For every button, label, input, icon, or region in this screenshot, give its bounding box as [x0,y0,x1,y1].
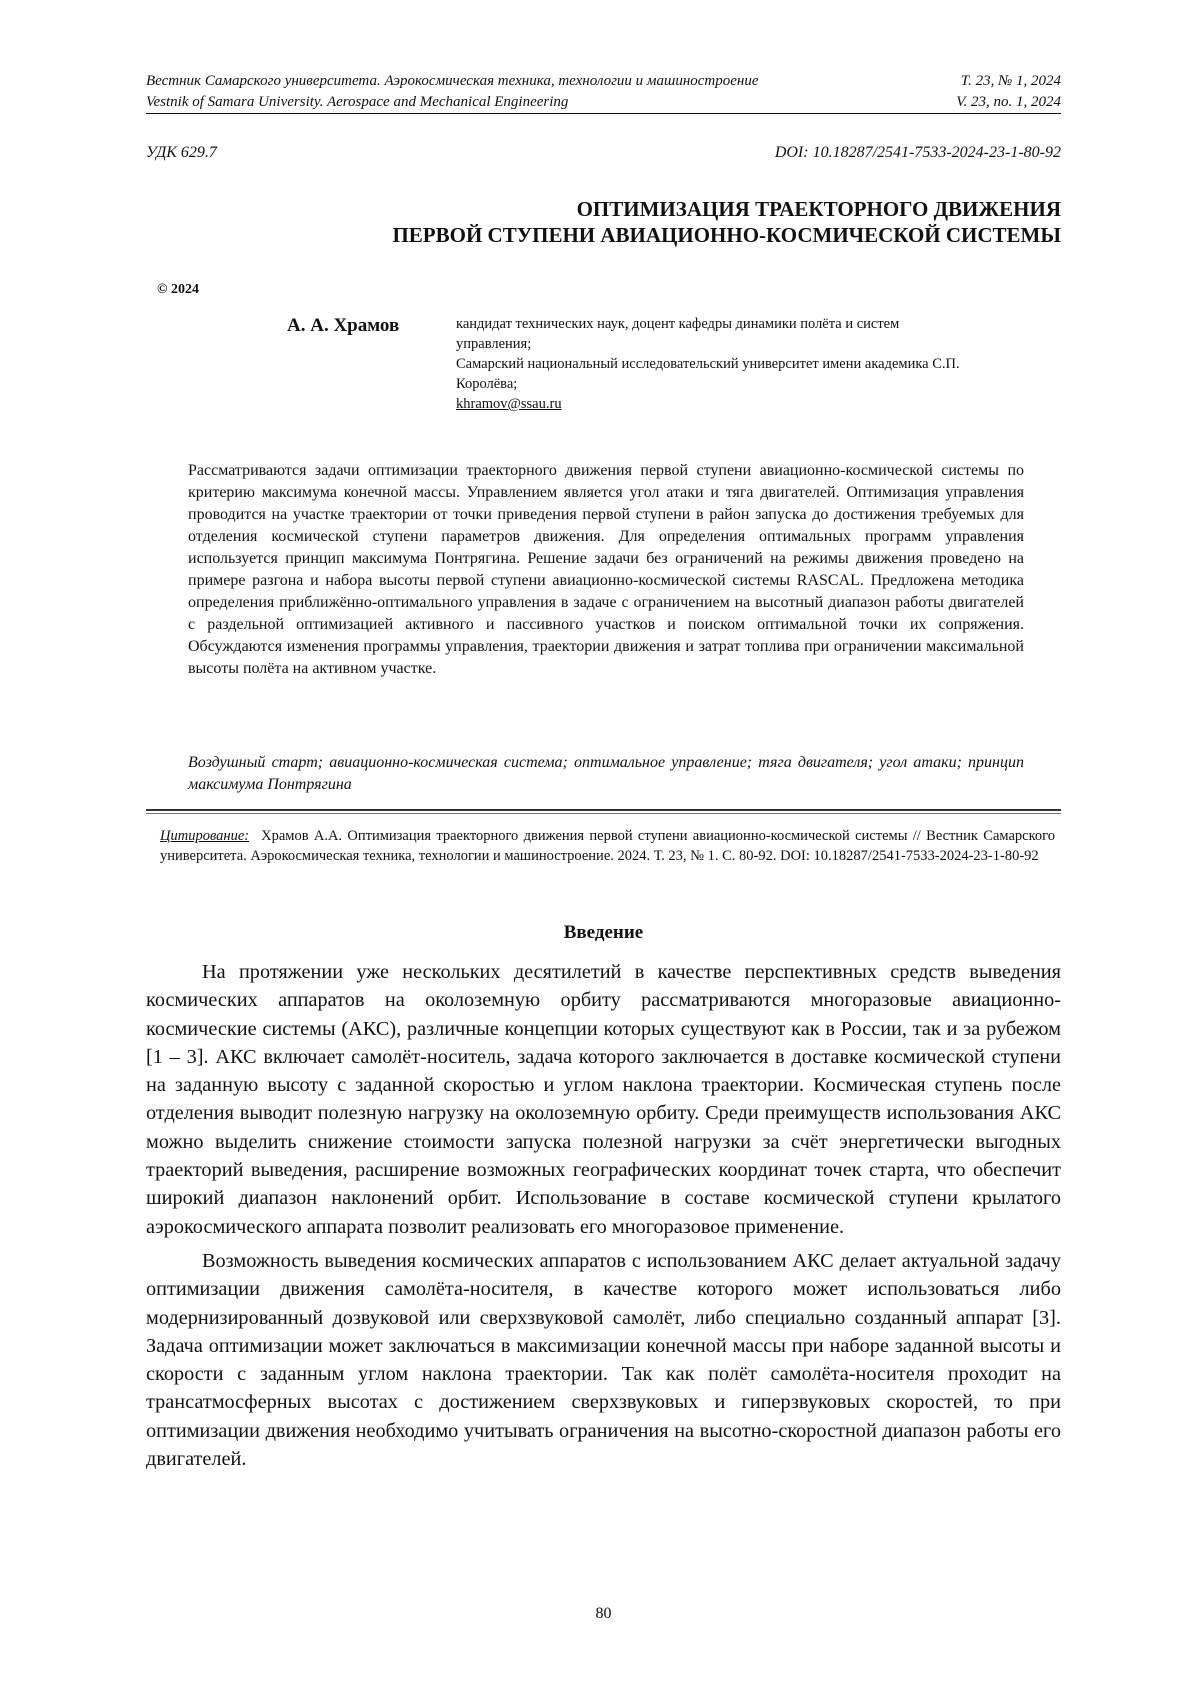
author-affiliation [456,314,976,414]
citation-label: Цитирование: [160,828,250,844]
journal-header-ru [146,71,1061,92]
keywords: Воздушный старт; авиационно-космическая система; оптимальное управление; тяга двигателя; угол атаки; принцип максимума Понтрягина [188,754,1024,793]
udk-code: УДК 629.7 [146,144,217,161]
journal-volume-en: V. 23, no. 1, 2024 [956,94,1061,110]
divider-thin [146,813,1061,814]
journal-volume-ru: Т. 23, № 1, 2024 [960,73,1061,89]
article-title-line-2: ПЕРВОЙ СТУПЕНИ АВИАЦИОННО-КОСМИЧЕСКОЙ СИСТЕМЫ [392,223,1061,247]
author-position: кандидат технических наук, доцент кафедры динамики полёта и систем управления; [456,316,900,352]
copyright: © 2024 [157,282,199,297]
doi: DOI: 10.18287/2541-7533-2024-23-1-80-92 [774,144,1061,161]
author-institution: Самарский национальный исследовательский университет имени академика С.П. Королёва; [456,356,960,392]
citation-text: Храмов А.А. Оптимизация траекторного движения первой ступени авиационно-космической системы // Вестник Самарского университета. Аэрокосмическая техника, технологии и машиностроение. 2024. Т. 23, № 1. С. 80-92. DOI: 10.18287/2541-7533-2024-23-1-80-92 [160,828,1055,864]
article-title-line-1: ОПТИМИЗАЦИЯ ТРАЕКТОРНОГО ДВИЖЕНИЯ [576,197,1061,221]
divider-thick [146,809,1061,811]
section-title: Введение [563,922,644,943]
body-text [146,958,1061,1479]
author-email-link[interactable]: khramov@ssau.ru [456,396,562,412]
page-number: 80 [595,1605,612,1622]
citation [160,826,1055,866]
author-name: А. А. Храмов [287,315,400,336]
journal-title-en: Vestnik of Samara University. Aerospace and Mechanical Engineering [146,94,569,110]
abstract: Рассматриваются задачи оптимизации траекторного движения первой ступени авиационно-космической системы по критерию максимума конечной массы. Управлением является угол атаки и тяга двигателей. Оптимизация управления проводится на участке траектории от точки приведения первой ступени в район запуска до достижения требуемых для отделения космической ступени параметров движения. Для определения оптимальных программ управления используется принцип максимума Понтрягина. Решение задачи без ограничений на режимы движения проведено на примере разгона и набора высоты первой ступени авиационно-космической системы RASCAL. Предложена методика определения приближённо-оптимального управления в задаче с ограничением на высотный диапазон работы двигателей с раздельной оптимизацией активного и пассивного участков и поиском оптимальной точки их сопряжения. Обсуждаются изменения программы управления, траектории движения и затрат топлива при ограничении максимальной высоты полёта на активном участке. [188,462,1024,677]
paragraph: На протяжении уже нескольких десятилетий в качестве перспективных средств выведения космических аппаратов на околоземную орбиту рассматриваются многоразовые авиационно-космические системы (АКС), различные концепции которых существуют как в России, так и за рубежом [1 – 3]. АКС включает самолёт-носитель, задача которого заключается в доставке космической ступени на заданную высоту с заданной скоростью и углом наклона траектории. Космическая ступень после отделения выводит полезную нагрузку на околоземную орбиту. Среди преимуществ использования АКС можно выделить снижение стоимости запуска полезной нагрузки за счёт энергетически выгодных траекторий выведения, расширение возможных географических координат точек старта, что обеспечит широкий диапазон наклонений орбит. Использование в составе космической ступени крылатого аэрокосмического аппарата позволит реализовать его многоразовое применение. [146,961,1061,1238]
article-title [161,196,1061,248]
paragraph: Возможность выведения космических аппаратов с использованием АКС делает актуальной задачу оптимизации движения самолёта-носителя, в качестве которого может использоваться либо модернизированный дозвуковой или сверхзвуковой самолёт, либо специально созданный аппарат [3]. Задача оптимизации может заключаться в максимизации конечной массы при наборе заданной высоты и скорости с заданным углом наклона траектории. Так как полёт самолёта-носителя проходит на трансатмосферных высотах с достижением сверхзвуковых и гиперзвуковых скоростей, то при оптимизации движения необходимо учитывать ограничения на высотно-скоростной диапазон работы его двигателей. [146,1249,1061,1471]
journal-title-ru: Вестник Самарского университета. Аэрокосмическая техника, технологии и машиностроение [146,73,759,89]
journal-header-en [146,92,1061,114]
